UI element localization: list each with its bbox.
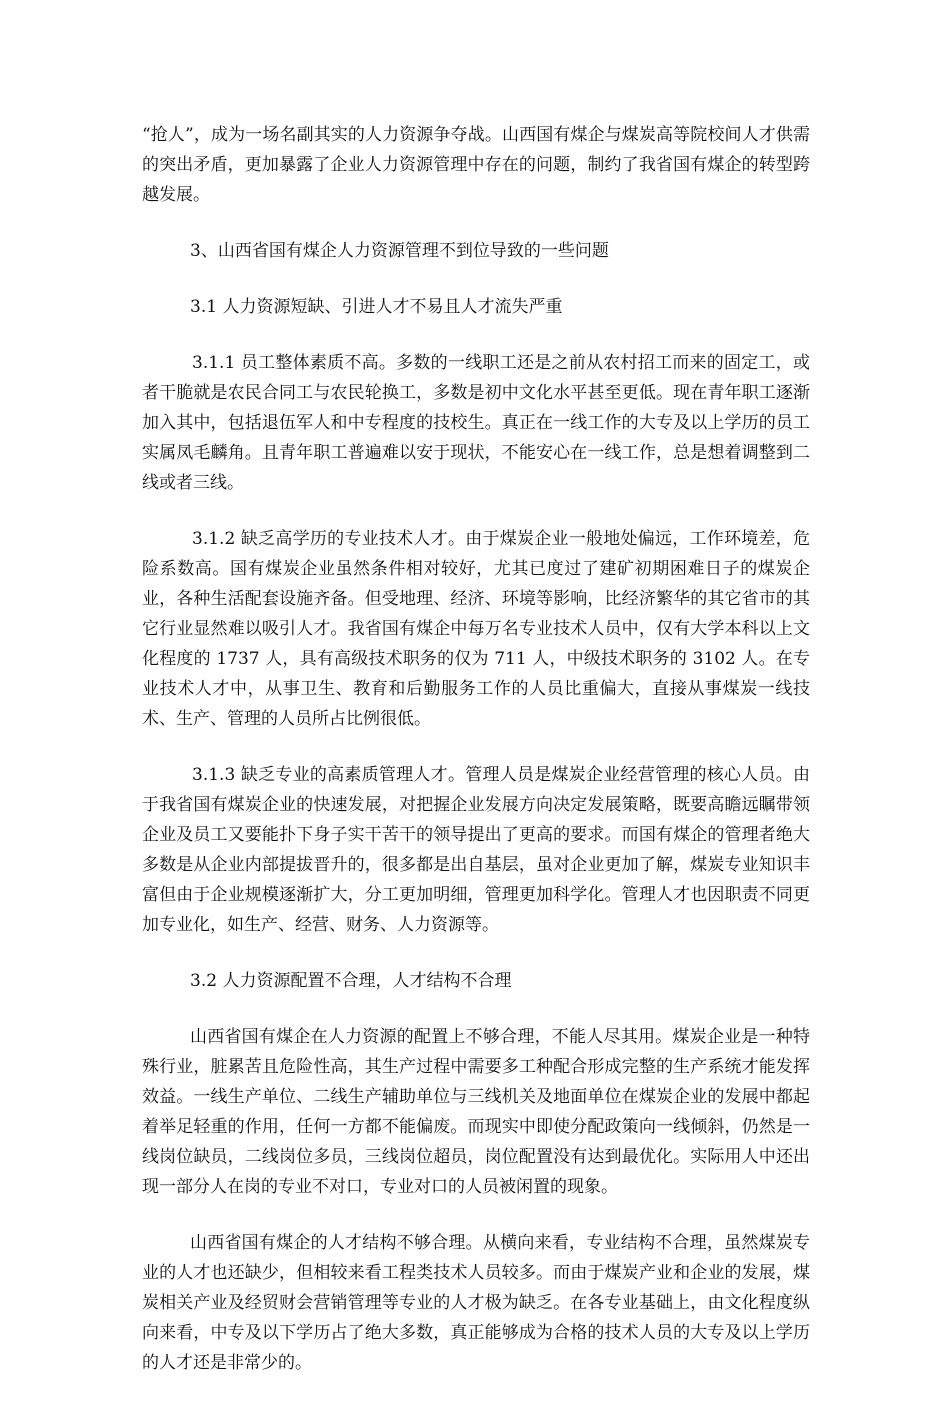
body-paragraph: 3.1.3 缺乏专业的高素质管理人才。管理人员是煤炭企业经营管理的核心人员。由于我省国有煤炭企业的快速发展，对把握企业发展方向决定发展策略，既要高瞻远瞩带领企业及员工又要能扑下身子实干苦干的领导提出了更高的要求。而国有煤企的管理者绝大多数是从企业内部提拔晋升的，很多都是出自基层，虽对企业更加了解，煤炭专业知识丰富但由于企业规模逐渐扩大，分工更加明细，管理更加科学化。管理人才也因职责不同更加专业化，如生产、经营、财务、人力资源等。 bbox=[142, 765, 810, 935]
body-paragraph: 山西省国有煤企的人才结构不够合理。从横向来看，专业结构不合理，虽然煤炭专业的人才也还缺少，但相较来看工程类技术人员较多。而由于煤炭产业和企业的发展，煤炭相关产业及经贸财会营销管理等专业的人才极为缺乏。在各专业基础上，由文化程度纵向来看，中专及以下学历占了绝大多数，真正能够成为合格的技术人员的大专及以上学历的人才还是非常少的。 bbox=[142, 1233, 810, 1373]
section-heading: 3、山西省国有煤企人力资源管理不到位导致的一些问题 bbox=[190, 241, 609, 261]
body-paragraph: 3.1.1 员工整体素质不高。多数的一线职工还是之前从农村招工而来的固定工，或者干脆就是农民合同工与农民轮换工，多数是初中文化水平甚至更低。现在青年职工逐渐加入其中，包括退伍军人和中专程度的技校生。真正在一线工作的大专及以上学历的员工实属凤毛麟角。且青年职工普遍难以安于现状，不能安心在一线工作，总是想着调整到二线或者三线。 bbox=[142, 353, 810, 493]
body-paragraph: 3.1.2 缺乏高学历的专业技术人才。由于煤炭企业一般地处偏远，工作环境差，危险系数高。国有煤炭企业虽然条件相对较好，尤其已度过了建矿初期困难日子的煤炭企业，各种生活配套设施齐备。但受地理、经济、环境等影响，比经济繁华的其它省市的其它行业显然难以吸引人才。我省国有煤企中每万名专业技术人员中，仅有大学本科以上文化程度的 1737 人，具有高级技术职务的仅为 711 人，中级技术职务的 3102 人。在专业技术人才中，从事卫生、教育和后勤服务工作的人员比重偏大，直接从事煤炭一线技术、生产、管理的人员所占比例很低。 bbox=[142, 529, 810, 729]
subsection-heading: 3.1 人力资源短缺、引进人才不易且人才流失严重 bbox=[190, 297, 563, 317]
subsection-heading: 3.2 人力资源配置不合理，人才结构不合理 bbox=[190, 971, 512, 991]
body-paragraph: “抢人”，成为一场名副其实的人力资源争夺战。山西国有煤企与煤炭高等院校间人才供需的突出矛盾，更加暴露了企业人力资源管理中存在的问题，制约了我省国有煤企的转型跨越发展。 bbox=[142, 125, 810, 205]
document-body bbox=[142, 120, 810, 1404]
body-paragraph: 山西省国有煤企在人力资源的配置上不够合理，不能人尽其用。煤炭企业是一种特殊行业，脏累苦且危险性高，其生产过程中需要多工种配合形成完整的生产系统才能发挥效益。一线生产单位、二线生产辅助单位与三线机关及地面单位在煤炭企业的发展中都起着举足轻重的作用，任何一方都不能偏废。而现实中即使分配政策向一线倾斜，仍然是一线岗位缺员，二线岗位多员，三线岗位超员，岗位配置没有达到最优化。实际用人中还出现一部分人在岗的专业不对口，专业对口的人员被闲置的现象。 bbox=[142, 1027, 810, 1197]
